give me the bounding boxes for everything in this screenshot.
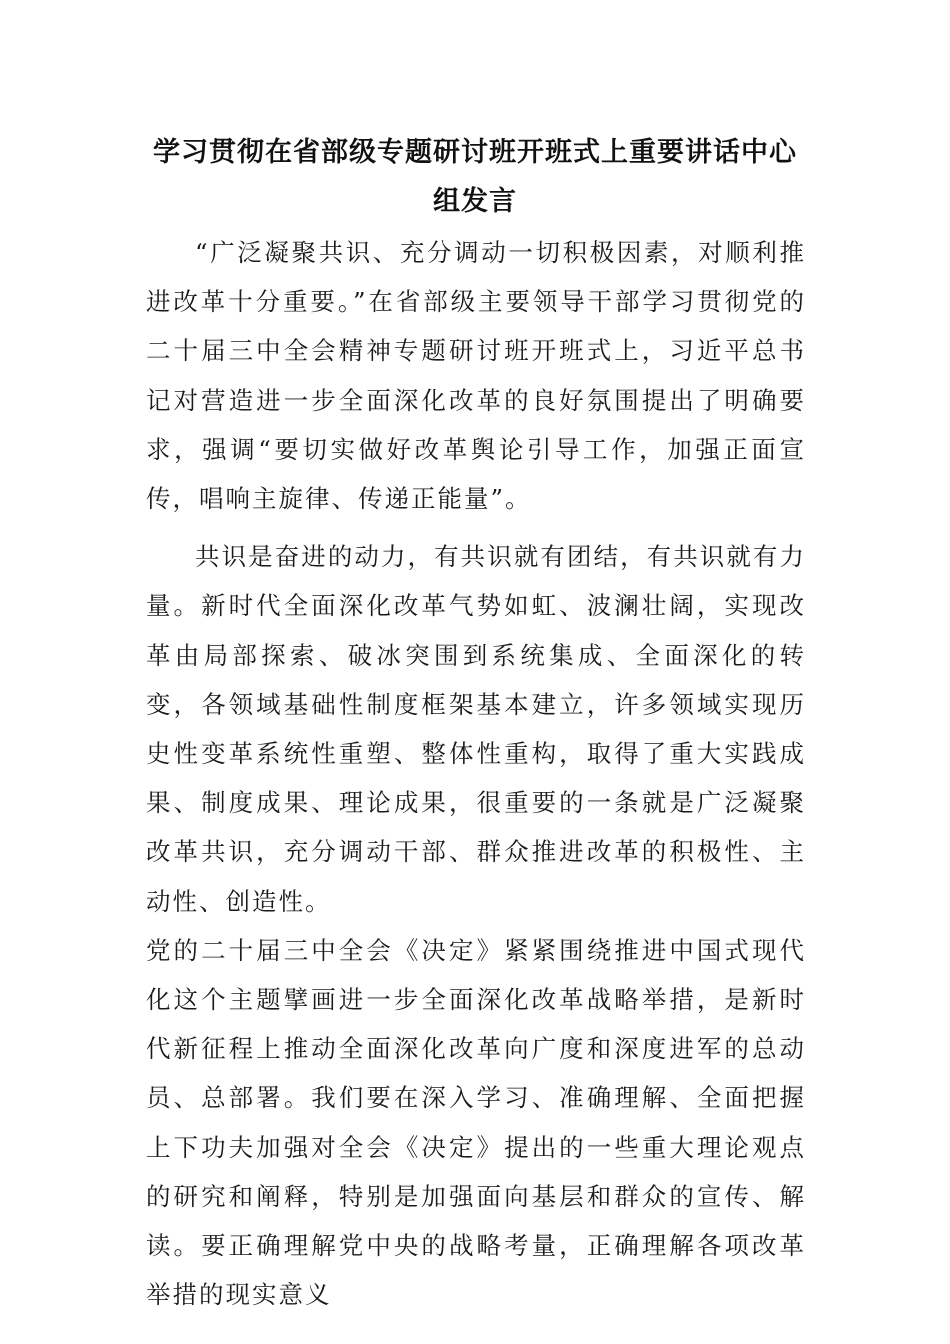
document-title: 学习贯彻在省部级专题研讨班开班式上重要讲话中心组发言	[153, 137, 797, 217]
paragraph-1: “广泛凝聚共识、充分调动一切积极因素，对顺利推进改革十分重要。”在省部级主要领导干部学习贯彻党的二十届三中全会精神专题研讨班开班式上，习近平总书记对营造进一步全面深化改革的良好氛围提出了明确要求，强调“要切实做好改革舆论引导工作，加强正面宣传，唱响主旋律、传递正能量”。	[146, 238, 806, 514]
paragraph-2: 共识是奋进的动力，有共识就有团结，有共识就有力量。新时代全面深化改革气势如虹、波澜壮阔，实现改革由局部探索、破冰突围到系统集成、全面深化的转变，各领域基础性制度框架基本建立，许多领域实现历史性变革系统性重塑、整体性重构，取得了重大实践成果、制度成果、理论成果，很重要的一条就是广泛凝聚改革共识，充分调动干部、群众推进改革的积极性、主动性、创造性。	[146, 542, 806, 916]
document-body	[146, 228, 806, 1319]
paragraph-3: 党的二十届三中全会《决定》紧紧围绕推进中国式现代化这个主题擘画进一步全面深化改革战略举措，是新时代新征程上推动全面深化改革向广度和深度进军的总动员、总部署。我们要在深入学习、准确理解、全面把握上下功夫加强对全会《决定》提出的一些重大理论观点的研究和阐释，特别是加强面向基层和群众的宣传、解读。要正确理解党中央的战略考量，正确理解各项改革举措的现实意义	[146, 935, 806, 1310]
